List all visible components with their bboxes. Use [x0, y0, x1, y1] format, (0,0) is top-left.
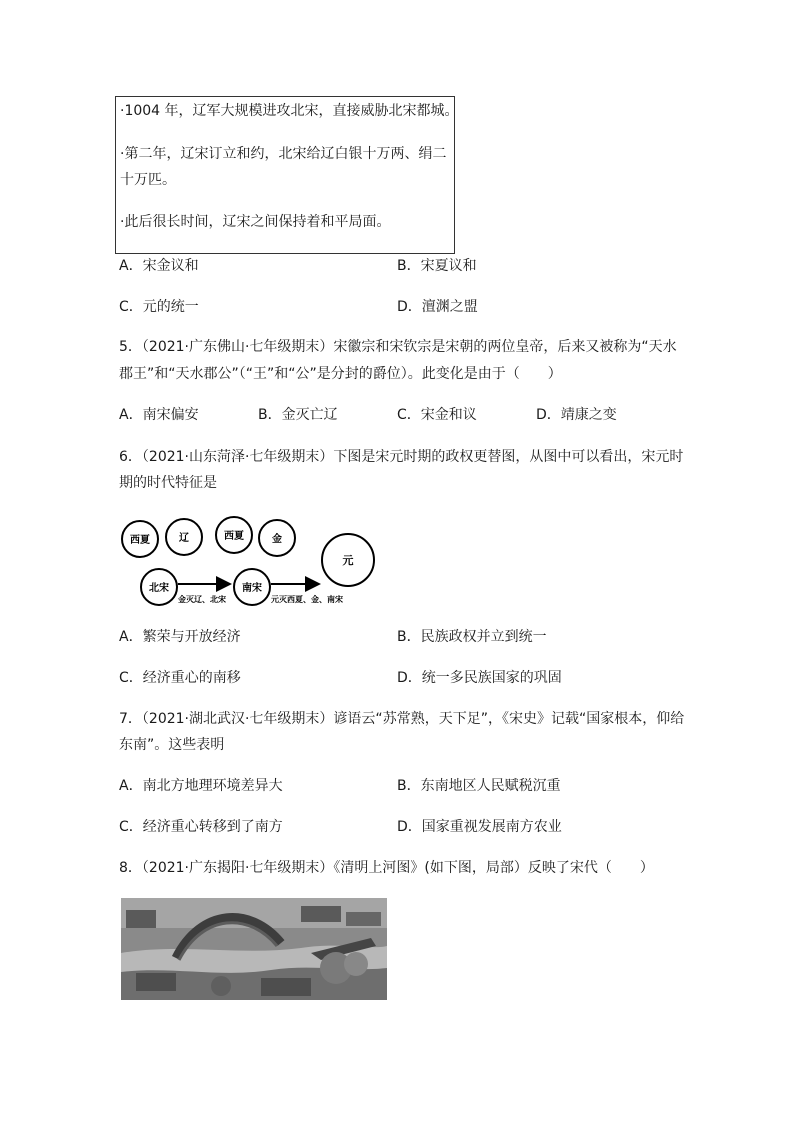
excerpt-line-1: ·1004 年，辽军大规模进攻北宋，直接威胁北宋都城。 — [120, 103, 459, 119]
q5-stem-line-2: 郡王”和“天水郡公”（“王”和“公”是分封的爵位）。此变化是由于（ ） — [119, 366, 562, 382]
q6-option-c[interactable]: C．经济重心的南移 — [119, 670, 241, 686]
q7-option-d[interactable]: D．国家重视发展南方农业 — [397, 819, 562, 835]
liao-label: 辽 — [179, 533, 189, 544]
q5-stem-line-1: 5．（2021·广东佛山·七年级期末）宋徽宗和宋钦宗是宋朝的两位皇帝，后来又被称为“天水 — [119, 339, 677, 355]
qingming-painting-image — [121, 898, 387, 1000]
q5-option-b[interactable]: B．金灭亡辽 — [258, 407, 338, 423]
q4-option-d[interactable]: D．澶渊之盟 — [397, 299, 478, 315]
xixia-label-1: 西夏 — [130, 535, 150, 546]
q4-option-a[interactable]: A．宋金议和 — [119, 258, 199, 274]
q6-option-b[interactable]: B．民族政权并立到统一 — [397, 629, 547, 645]
regime-succession-diagram — [112, 510, 382, 610]
q4-option-c[interactable]: C．元的统一 — [119, 299, 199, 315]
yuan-label: 元 — [342, 554, 354, 567]
q7-option-b[interactable]: B．东南地区人民赋税沉重 — [397, 778, 561, 794]
jin-label: 金 — [272, 534, 282, 545]
arrow-1-label: 金灭辽、北宋 — [178, 595, 226, 604]
q8-stem: 8．（2021·广东揭阳·七年级期末）《清明上河图》(如下图，局部）反映了宋代（ ） — [119, 860, 654, 876]
q5-option-c[interactable]: C．宋金和议 — [397, 407, 477, 423]
q7-option-c[interactable]: C．经济重心转移到了南方 — [119, 819, 283, 835]
q6-option-a[interactable]: A．繁荣与开放经济 — [119, 629, 241, 645]
excerpt-line-3: ·此后很长时间，辽宋之间保持着和平局面。 — [120, 214, 391, 230]
q5-option-d[interactable]: D．靖康之变 — [536, 407, 617, 423]
excerpt-line-2-cont: 十万匹。 — [120, 172, 176, 188]
q5-option-a[interactable]: A．南宋偏安 — [119, 407, 199, 423]
q6-stem-line-2: 期的时代特征是 — [119, 475, 217, 491]
q6-option-d[interactable]: D．统一多民族国家的巩固 — [397, 670, 562, 686]
xixia-label-2: 西夏 — [224, 531, 244, 542]
q7-stem-line-1: 7．（2021·湖北武汉·七年级期末）谚语云“苏常熟，天下足”，《宋史》记载“国家根本，仰给 — [119, 711, 685, 727]
excerpt-line-2: ·第二年，辽宋订立和约，北宋给辽白银十万两、绢二 — [120, 146, 447, 162]
q7-stem-line-2: 东南”。这些表明 — [119, 737, 225, 753]
q7-option-a[interactable]: A．南北方地理环境差异大 — [119, 778, 283, 794]
q4-option-b[interactable]: B．宋夏议和 — [397, 258, 477, 274]
q6-stem-line-1: 6．（2021·山东菏泽·七年级期末）下图是宋元时期的政权更替图，从图中可以看出，宋元时 — [119, 449, 684, 465]
arrow-2-label: 元灭西夏、金、南宋 — [271, 595, 343, 604]
beisong-label: 北宋 — [149, 583, 169, 594]
nansong-label: 南宋 — [242, 583, 262, 594]
